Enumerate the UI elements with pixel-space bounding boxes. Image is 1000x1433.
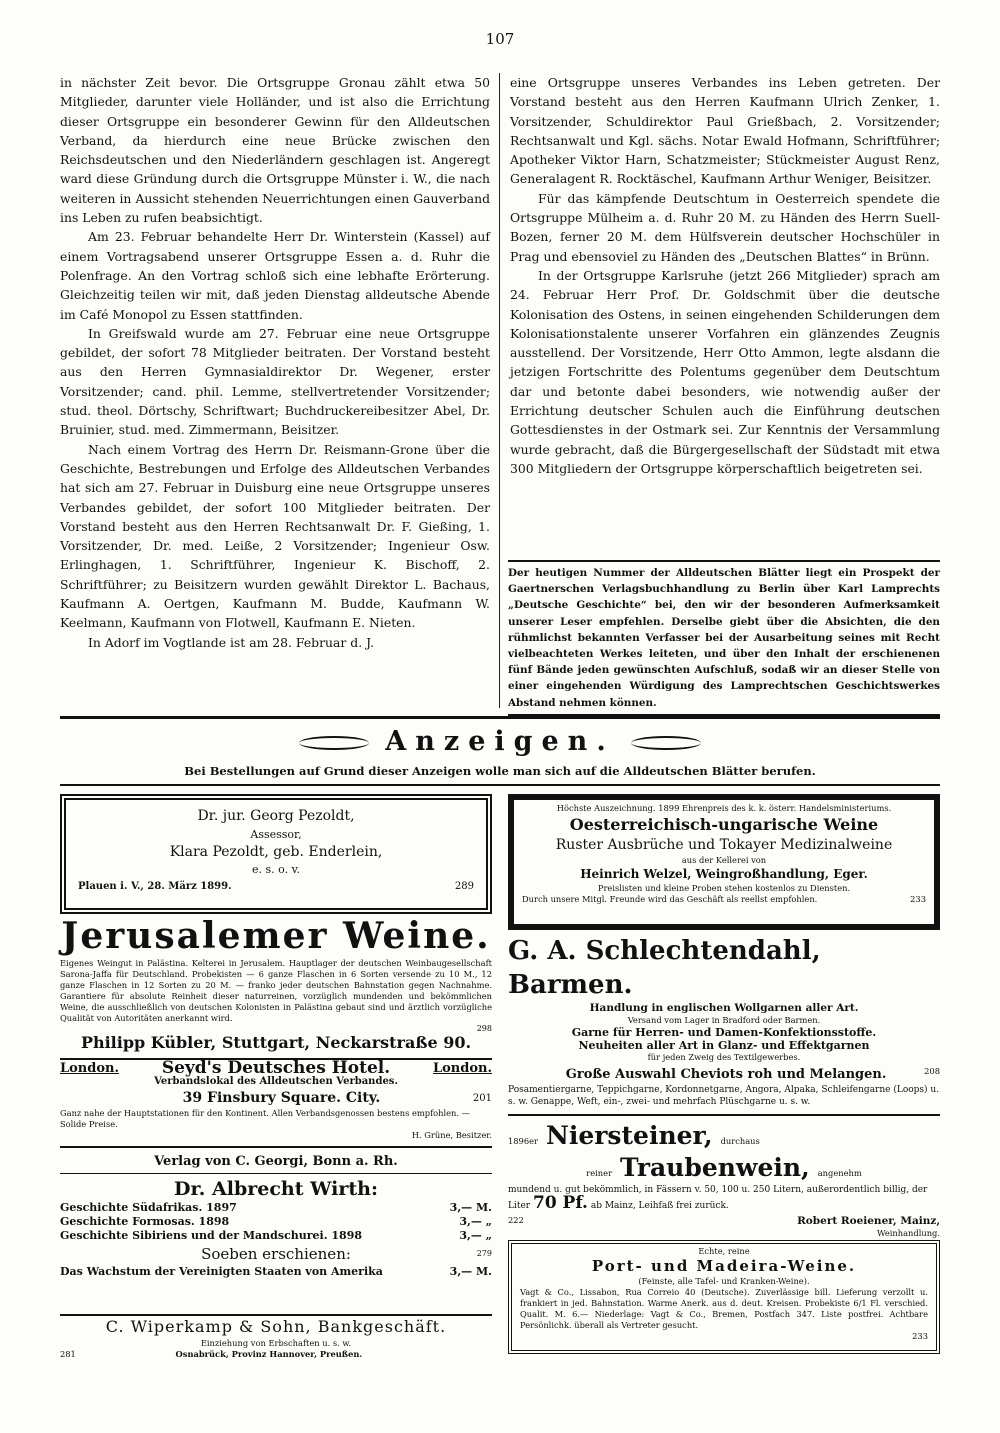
ad-line: reiner bbox=[586, 1168, 613, 1178]
ad-number: 279 bbox=[476, 1249, 492, 1258]
ad-body: Eigenes Weingut in Palästina. Kelterei in Jerusalem. Hauptlager der deutschen Weinbaugesellschaft Sarona-Jaffa für Deutschland. Probekisten — 6 ganze Flaschen in 6 Sorten versende zu 10 M., 12 ganze Flaschen in 12 Sorten zu 20 M. — franko jeder deutschen Bahnstation gegen Nachnahme. Garantiere für absolute Reinheit dieser naturreinen, vorzüglich mundenden und bekömmlichen Weine, die ausschließlich von deutschen Kolonisten in Palästina gebaut sind und ärztlich vorzügliche Qualität von Autoritäten anerkannt wird. bbox=[60, 958, 492, 1023]
ornament-icon bbox=[631, 736, 701, 750]
paragraph: in nächster Zeit bevor. Die Ortsgruppe Gronau zählt etwa 50 Mitglieder, darunter viele Holländer, und ist also die Errichtung dieser Ortsgruppe ein besonderer Gewinn für den Alldeutschen Verband, da hierdurch eine neue Brücke zwischen den Reichsdeutschen und den Niederländern geschlagen ist. Angeregt ward diese Gründung durch die Ortsgruppe Münster i. W., die nach weiteren in Aussicht stehenden Neuerrichtungen einen Gauverband ins Leben zu rufen beabsichtigt. bbox=[60, 75, 490, 226]
ad-line: Ganz nahe der Hauptstationen für den Kontinent. Allen Verbandsgenossen bestens empfohlen. — Solide Preise. bbox=[60, 1108, 470, 1129]
book-title: Geschichte Formosas. 1898 bbox=[60, 1215, 230, 1228]
ad-owner: H. Grüne, Besitzer. bbox=[411, 1130, 492, 1140]
ad-line: Durch unsere Mitgl. Freunde wird das Geschäft als reellst empfohlen. bbox=[522, 894, 818, 904]
ad-place: Plauen i. V., 28. März 1899. bbox=[78, 881, 232, 892]
ad-schlechtendahl bbox=[508, 934, 940, 1116]
ad-body: mundend u. gut bekömmlich, in Fässern v. 50, 100 u. 250 Litern, außerordentlich billig, der Liter bbox=[508, 1185, 928, 1211]
ad-georgi bbox=[60, 1152, 492, 1312]
ad-title: Niersteiner, bbox=[546, 1121, 713, 1150]
ad-line: ab Mainz, Leihfaß frei zurück. bbox=[590, 1201, 729, 1211]
paragraph: In der Ortsgruppe Karlsruhe (jetzt 266 Mitglieder) sprach am 24. Februar Herr Prof. Dr. Goldschmit über die deutsche Kolonisation des Ostens, in seinen eingehenden Schilderungen dem Kolonisationstalente unserer Vorfahren ein glänzendes Zeugnis ausstellend. Der Vorsitzende, Herr Otto Ammon, legte alsdann die jetzigen Fortschritte des Polentums gegenüber dem Deutschtum dar und betonte dabei besonders, wie notwendig außer der Errichtung deutscher Schulen auch die Einführung deutschen Gottesdienstes in der Ostmark sei. Zur Kenntnis der Versammlung wurde gebracht, daß die Bürgergesellschaft der Südstadt mit etwa 300 Mitgliedern der Ortsgruppe körperschaftlich beigetreten sei. bbox=[510, 267, 940, 476]
ad-line: Neuheiten aller Art in Glanz- und Effektgarnen bbox=[578, 1039, 870, 1052]
ad-line: (Feinste, alle Tafel- und Kranken-Weine). bbox=[638, 1276, 810, 1286]
ad-firm: C. Wiperkamp & Sohn, Bankgeschäft. bbox=[105, 1317, 447, 1336]
paragraph: eine Ortsgruppe unseres Verbandes ins Leben getreten. Der Vorstand besteht aus den Herren Kaufmann Ulrich Zenker, 1. Vorsitzender, Schuldirektor Paul Grießbach, 2. Vorsitzender; Rechtsanwalt und Kgl. sächs. Notar Ewald Hofmann, Schriftführer; Apotheker Viktor Harn, Schatzmeister; Stückmeister August Renz, Generalagent R. Rocktäschel, Kaufmann Arthur Weniger, Beisitzer. bbox=[510, 75, 940, 187]
ad-publisher: Verlag von C. Georgi, Bonn a. Rh. bbox=[154, 1154, 398, 1169]
ad-line: Versand vom Lager in Bradford oder Barmen. bbox=[627, 1015, 821, 1025]
page-number: 107 bbox=[485, 30, 515, 48]
ad-price: 70 Pf. bbox=[532, 1193, 588, 1213]
ad-line: Einziehung von Erbschaften u. s. w. bbox=[200, 1338, 352, 1348]
ad-line: Höchste Auszeichnung. 1899 Ehrenpreis des k. k. österr. Handelsministeriums. bbox=[556, 803, 892, 813]
ad-line: Echte, reine bbox=[698, 1246, 750, 1256]
ad-number: 222 bbox=[508, 1215, 524, 1225]
right-column bbox=[510, 73, 940, 478]
column-divider bbox=[499, 73, 500, 708]
ad-line: Garne für Herren- und Damen-Konfektionsstoffe. bbox=[571, 1026, 877, 1039]
ad-body: Vagt & Co., Lissabon, Rua Correio 40 (Deutsche). Zuverlässige bill. Lieferung verzollt u. frankiert in jed. Bahnstation. Warme Anerk. aus d. deut. Kreisen. Probekiste 6/1 Fl. verschied. Qualit. M. 6.— Niederlage: Vagt & Co., Bremen, Postfach 347. Liste postfrei. Achtbare Persönlichk. überall als Vertreter gesucht. bbox=[520, 1287, 928, 1330]
ad-title: Oesterreichisch-ungarische Weine bbox=[569, 815, 879, 834]
paragraph: Für das kämpfende Deutschtum in Oesterreich spendete die Ortsgruppe Mülheim a. d. Ruhr 20 M. zu Händen des Herrn Suell-Bozen, ferner 20 M. dem Hülfsverein deutscher Hochschüler in Prag und ebensoviel zu Händen des „Deutschen Blattes“ in Brünn. bbox=[510, 190, 940, 264]
book-price: 3,— „ bbox=[459, 1229, 492, 1242]
ad-line: Verbandslokal des Alldeutschen Verbandes. bbox=[154, 1076, 398, 1087]
ad-line: durchaus bbox=[720, 1136, 760, 1146]
ad-line: e. s. o. v. bbox=[252, 863, 300, 876]
ad-firm: Robert Roeiener, Mainz, bbox=[797, 1215, 940, 1227]
ad-line: Dr. jur. Georg Pezoldt, bbox=[197, 808, 355, 824]
ad-line: Große Auswahl Cheviots roh und Melangen. bbox=[565, 1067, 887, 1082]
ad-heading: Soeben erschienen: bbox=[201, 1245, 351, 1263]
ad-line: Weinhandlung. bbox=[877, 1228, 940, 1238]
ad-port-madeira bbox=[508, 1240, 940, 1354]
ad-number: 208 bbox=[924, 1066, 940, 1076]
ad-line: aus der Kellerei von bbox=[681, 855, 767, 865]
section-divider bbox=[60, 784, 940, 786]
ad-city: London. bbox=[432, 1061, 492, 1076]
ad-number: 281 bbox=[60, 1349, 76, 1359]
ad-address: 39 Finsbury Square. City. bbox=[182, 1090, 381, 1106]
ads-title: Anzeigen. bbox=[385, 726, 615, 757]
ad-firm: Philipp Kübler, Stuttgart, Neckarstraße 90. bbox=[80, 1033, 472, 1052]
ad-number: 233 bbox=[912, 1331, 928, 1341]
ad-city: London. bbox=[60, 1061, 120, 1076]
paragraph: Am 23. Februar behandelte Herr Dr. Winterstein (Kassel) auf einem Vortragsabend unserer Ortsgruppe Essen a. d. Ruhr die Polenfrage. An den Vortrag schloß sich eine lebhafte Erörterung. Gleichzeitig teilen wir mit, daß jeden Dienstag alldeutsche Abende im Café Monopol zu Essen stattfinden. bbox=[60, 229, 490, 322]
ad-line: Klara Pezoldt, geb. Enderlein, bbox=[169, 844, 383, 860]
ad-author: Dr. Albrecht Wirth: bbox=[174, 1178, 378, 1200]
ad-line: Preislisten und kleine Proben stehen kostenlos zu Diensten. bbox=[597, 883, 851, 893]
ad-niersteiner bbox=[508, 1120, 940, 1236]
left-column bbox=[60, 73, 490, 652]
ad-number: 201 bbox=[472, 1092, 492, 1104]
ad-number: 298 bbox=[476, 1024, 492, 1033]
ad-title: Seyd's Deutsches Hotel. bbox=[161, 1058, 391, 1078]
paragraph: Nach einem Vortrag des Herrn Dr. Reismann-Grone über die Geschichte, Bestrebungen und Erfolge des Alldeutschen Verbandes hat sich am 27. Februar in Duisburg eine neue Ortsgruppe unseres Verbandes gebildet, der sofort 100 Mitglieder beitraten. Der Vorstand besteht aus den Herren Rechtsanwalt Dr. F. Gießing, 1. Vorsitzender, Dr. med. Leiße, 2 Vorsitzender; Ingenieur Osw. Erlinghagen, 1. Schriftführer, Ingenieur K. Bischoff, 2. Schriftführer; zu Beisitzern wurden gewählt Direktor L. Bachaus, Kaufmann A. Oertgen, Kaufmann M. Budde, Kaufmann W. Keelmann, Kaufmann von Flotwell, Kaufmann E. Nieten. bbox=[60, 441, 490, 631]
prospectus-notice: Der heutigen Nummer der Alldeutschen Blätter liegt ein Prospekt der Gaertnerschen Verlagsbuchhandlung zu Berlin über Karl Lamprechts „Deutsche Geschichte“ bei, den wir der besonderen Aufmerksamkeit unserer Leser empfehlen. Derselbe giebt über die Absichten, die den rühmlichst bekannten Verfasser bei der Ausarbeitung seines mit Recht vielbeachteten Werkes leiteten, und über den Inhalt der erschienenen fünf Bände jeden gewünschten Aufschluß, sodaß wir an dieser Stelle von einer eingehenden Würdigung des Lamprechtschen Geschichtswerkes Abstand nehmen können. bbox=[508, 560, 940, 716]
ad-pezoldt bbox=[60, 794, 492, 914]
ad-title: Jerusalemer Weine. bbox=[61, 915, 491, 957]
ornament-icon bbox=[299, 736, 369, 750]
ad-welzel bbox=[508, 794, 940, 930]
ad-place: Osnabrück, Provinz Hannover, Preußen. bbox=[175, 1349, 363, 1359]
book-price: 3,— „ bbox=[459, 1215, 492, 1228]
ad-line: Handlung in englischen Wollgarnen aller Art. bbox=[589, 1002, 859, 1014]
book-title: Geschichte Sibiriens und der Mandschurei. 1898 bbox=[60, 1229, 363, 1242]
ads-heading bbox=[60, 726, 940, 757]
ad-seyd-hotel bbox=[60, 1058, 492, 1148]
book-title: Das Wachstum der Vereinigten Staaten von Amerika bbox=[60, 1265, 383, 1278]
ads-subtitle: Bei Bestellungen auf Grund dieser Anzeigen wolle man sich auf die Alldeutschen Blätter berufen. bbox=[184, 764, 816, 778]
ad-line: 1896er bbox=[508, 1136, 538, 1146]
ad-number: 289 bbox=[454, 881, 474, 892]
ad-line: angenehm bbox=[817, 1168, 862, 1178]
paragraph: In Adorf im Vogtlande ist am 28. Februar d. J. bbox=[88, 634, 375, 650]
ad-title: G. A. Schlechtendahl, Barmen. bbox=[508, 936, 821, 1000]
book-price: 3,— M. bbox=[449, 1265, 492, 1278]
book-price: 3,— M. bbox=[449, 1201, 492, 1214]
section-divider bbox=[60, 716, 940, 719]
ad-title: Port- und Madeira-Weine. bbox=[591, 1257, 857, 1275]
ad-line: für jeden Zweig des Textilgewerbes. bbox=[647, 1052, 801, 1062]
book-title: Geschichte Südafrikas. 1897 bbox=[60, 1201, 237, 1214]
ad-jerusalem bbox=[60, 916, 492, 1056]
ad-line: Posamentiergarne, Teppichgarne, Kordonnetgarne, Angora, Alpaka, Schleifengarne (Loops) u. s. w. Genappe, Weft, ein-, zwei- und mehrfach Plüschgarne u. s. w. bbox=[508, 1085, 940, 1107]
paragraph: In Greifswald wurde am 27. Februar eine neue Ortsgruppe gebildet, der sofort 78 Mitglieder beitraten. Der Vorstand besteht aus den Herren Gymnasialdirektor Dr. Wegener, erster Vorsitzender; cand. phil. Lemme, stellvertretender Vorsitzender; stud. theol. Dörtschy, Schriftwart; Buchdruckereibesitzer Abel, Dr. Bruinier, stud. med. Zimmermann, Beisitzer. bbox=[60, 325, 490, 438]
ad-subtitle: Ruster Ausbrüche und Tokayer Medizinalweine bbox=[555, 837, 893, 853]
ad-wiperkamp bbox=[60, 1314, 492, 1374]
ad-title: Traubenwein, bbox=[620, 1153, 810, 1182]
ad-line: Assessor, bbox=[250, 828, 302, 841]
ad-number: 233 bbox=[910, 894, 926, 904]
ad-firm: Heinrich Welzel, Weingroßhandlung, Eger. bbox=[580, 867, 868, 881]
